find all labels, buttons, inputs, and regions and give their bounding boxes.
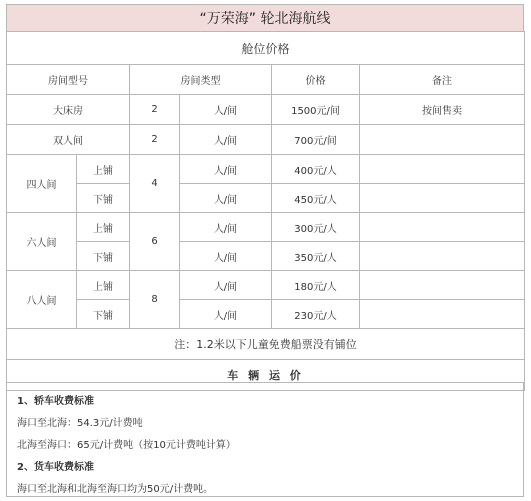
car-fee-haikou-beihai: 海口至北海：54.3元/计费吨 (17, 418, 143, 429)
room-price: 700元/间 (272, 125, 360, 155)
room-price: 180元/人 (272, 271, 360, 300)
room-remark: 按间售卖 (360, 95, 525, 125)
room-name: 八人间 (7, 271, 77, 329)
room-remark (360, 300, 525, 329)
berth-type: 上铺 (77, 213, 130, 242)
table-row (7, 242, 525, 271)
berth-type: 上铺 (77, 155, 130, 184)
cabin-section-title: 舱位价格 (7, 32, 525, 65)
room-remark (360, 184, 525, 213)
room-capacity: 8 (130, 271, 180, 329)
room-capacity: 4 (130, 155, 180, 213)
truck-fee-line: 海口至北海和北海至海口均为50元/计费吨。 (17, 484, 214, 495)
column-header-remarks: 备注 (360, 65, 525, 95)
cabin-section-header (7, 32, 525, 65)
car-fee-heading: 1、轿车收费标准 (17, 396, 94, 407)
room-remark (360, 125, 525, 155)
room-remark (360, 213, 525, 242)
room-unit: 人/间 (180, 155, 272, 184)
room-price: 450元/人 (272, 184, 360, 213)
room-name: 四人间 (7, 155, 77, 213)
room-unit: 人/间 (180, 271, 272, 300)
room-unit: 人/间 (180, 125, 272, 155)
room-unit: 人/间 (180, 95, 272, 125)
column-header-row (7, 65, 525, 95)
berth-type: 下铺 (77, 184, 130, 213)
room-remark (360, 271, 525, 300)
page-title: “万荣海” 轮北海航线 (6, 4, 524, 32)
room-name: 大床房 (7, 95, 130, 125)
room-unit: 人/间 (180, 184, 272, 213)
vehicle-section-title: 车 辆 运 价 (7, 360, 525, 391)
room-price: 230元/人 (272, 300, 360, 329)
column-header-room-type: 房间类型 (130, 65, 272, 95)
room-unit: 人/间 (180, 213, 272, 242)
vehicle-fee-panel (6, 382, 524, 497)
column-header-price: 价格 (272, 65, 360, 95)
note-row (7, 329, 525, 360)
room-price: 1500元/间 (272, 95, 360, 125)
berth-type: 上铺 (77, 271, 130, 300)
table-row (7, 300, 525, 329)
berth-type: 下铺 (77, 242, 130, 271)
children-note: 注：1.2米以下儿童免费船票没有铺位 (7, 329, 525, 360)
cabin-price-table (6, 31, 525, 391)
room-price: 350元/人 (272, 242, 360, 271)
room-unit: 人/间 (180, 242, 272, 271)
room-capacity: 2 (130, 125, 180, 155)
column-header-room-no: 房间型号 (7, 65, 130, 95)
truck-fee-heading: 2、货车收费标准 (17, 462, 94, 473)
table-row (7, 155, 525, 184)
room-price: 400元/人 (272, 155, 360, 184)
table-row (7, 184, 525, 213)
berth-type: 下铺 (77, 300, 130, 329)
room-remark (360, 242, 525, 271)
table-row (7, 213, 525, 242)
room-name: 六人间 (7, 213, 77, 271)
room-name: 双人间 (7, 125, 130, 155)
table-row (7, 271, 525, 300)
car-fee-beihai-haikou: 北海至海口：65元/计费吨（按10元计费吨计算） (17, 440, 236, 451)
table-row (7, 95, 525, 125)
table-row (7, 125, 525, 155)
room-price: 300元/人 (272, 213, 360, 242)
room-remark (360, 155, 525, 184)
room-capacity: 2 (130, 95, 180, 125)
room-unit: 人/间 (180, 300, 272, 329)
room-capacity: 6 (130, 213, 180, 271)
